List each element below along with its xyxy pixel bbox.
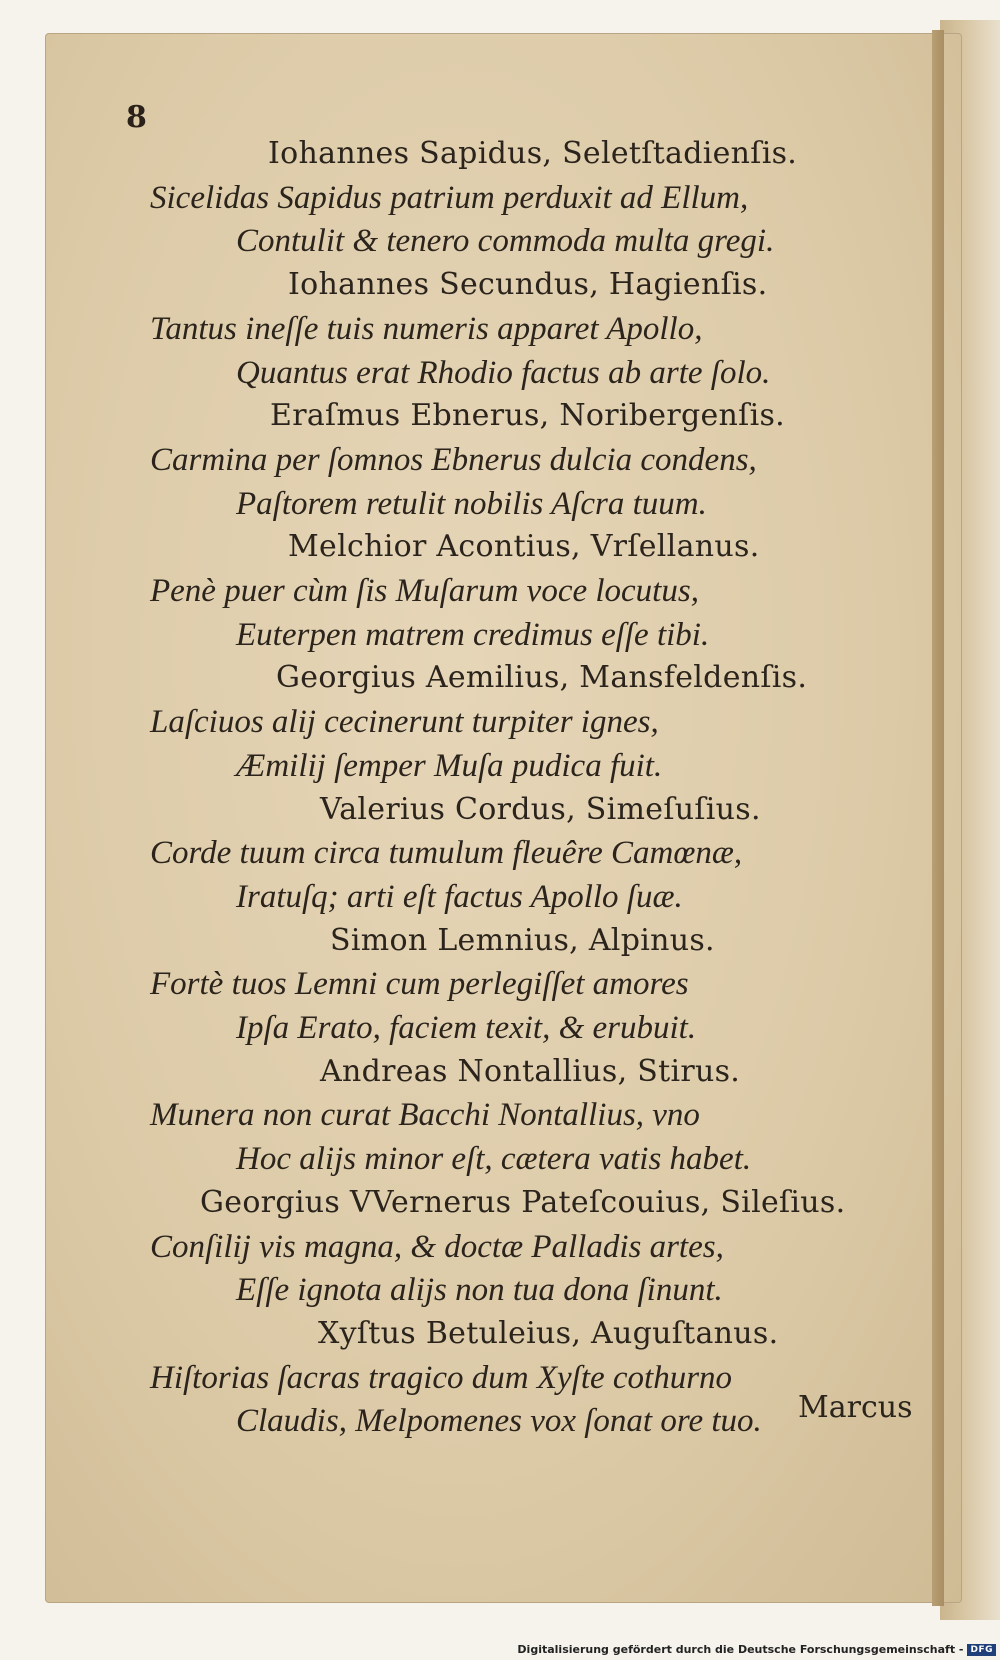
text-line: Laſciuos alij cecinerunt turpiter ignes,: [150, 704, 659, 741]
text-line: Andreas Nontallius, Stirus.: [320, 1053, 741, 1089]
text-line: Simon Lemnius, Alpinus.: [330, 922, 715, 958]
text-line: Xyſtus Betuleius, Auguſtanus.: [318, 1315, 779, 1351]
text-line: Sicelidas Sapidus patrium perduxit ad Ellum,: [150, 179, 749, 216]
text-line: Hiſtorias ſacras tragico dum Xyſte cothurno: [150, 1359, 733, 1396]
text-line: Æmilij ſemper Muſa pudica fuit.: [236, 747, 663, 784]
digitization-credit: [517, 1643, 996, 1656]
text-line: Conſilij vis magna, & doctæ Palladis artes,: [150, 1228, 724, 1265]
text-line: Iratuſq; arti eſt factus Apollo ſuæ.: [236, 878, 683, 915]
text-line: Corde tuum circa tumulum fleuêre Camœnæ,: [150, 835, 743, 872]
text-line: Contulit & tenero commoda multa gregi.: [236, 223, 775, 260]
dfg-logo: DFG: [967, 1644, 996, 1656]
text-line: Fortè tuos Lemni cum perlegiſſet amores: [150, 966, 689, 1003]
text-line: Ipſa Erato, faciem texit, & erubuit.: [236, 1010, 697, 1046]
text-line: Penè puer cùm ſis Muſarum voce locutus,: [150, 573, 699, 609]
text-line: Iohannes Secundus, Hagienſis.: [288, 267, 768, 303]
text-line: Valerius Cordus, Simeſuſius.: [320, 791, 761, 827]
text-line: Georgius Aemilius, Mansfeldenſis.: [276, 660, 808, 696]
text-line: Hoc alijs minor eſt, cætera vatis habet.: [236, 1141, 752, 1178]
text-line: Claudis, Melpomenes vox ſonat ore tuo.: [236, 1403, 762, 1440]
text-line: Iohannes Sapidus, Seletſtadienſis.: [268, 136, 798, 171]
credit-text: Digitalisierung gefördert durch die Deutsche Forschungsgemeinschaft -: [517, 1643, 964, 1656]
text-line: Munera non curat Bacchi Nontallius, vno: [150, 1097, 700, 1134]
text-line: Euterpen matrem credimus eſſe tibi.: [236, 616, 710, 653]
text-line: Melchior Acontius, Vrſellanus.: [288, 529, 760, 565]
text-line: Eſſe ignota alijs non tua dona ſinunt.: [236, 1272, 723, 1309]
text-line: Paſtorem retulit nobilis Aſcra tuum.: [236, 485, 707, 522]
catchword: Marcus: [798, 1390, 913, 1425]
text-line: Tantus ineſſe tuis numeris apparet Apollo,: [150, 310, 703, 347]
text-line: Quantus erat Rhodio factus ab arte ſolo.: [236, 354, 771, 391]
text-line: Carmina per ſomnos Ebnerus dulcia condens,: [150, 441, 757, 478]
text-line: Eraſmus Ebnerus, Noribergenſis.: [270, 398, 785, 434]
page-number: 8: [126, 100, 147, 135]
text-line: Georgius VVernerus Pateſcouius, Sileſius.: [200, 1184, 846, 1220]
